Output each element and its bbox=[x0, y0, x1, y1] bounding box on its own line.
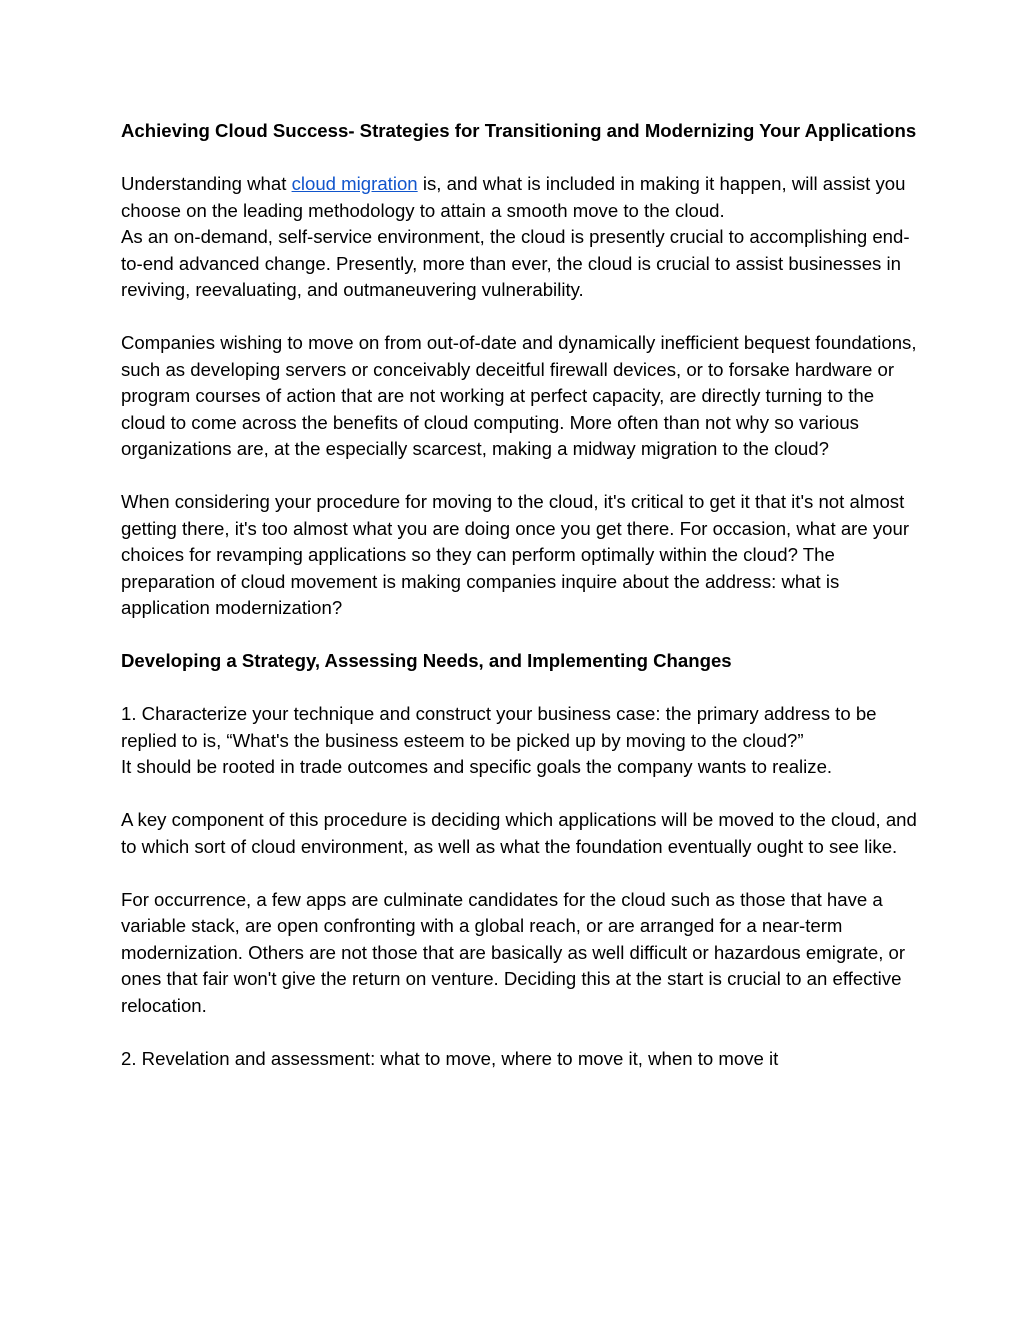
list-item-1 bbox=[121, 701, 921, 781]
list-item-1-followup: It should be rooted in trade outcomes and specific goals the company wants to realize. bbox=[121, 756, 833, 777]
considering-paragraph: When considering your procedure for moving to the cloud, it's critical to get it that it's not almost getting there, it's too almost what you are doing once you get there. For occasion, what are your choices for revamping applications so they can perform optimally within the cloud? The preparation of cloud movement is making companies inquire about the address: what is application modernization? bbox=[121, 491, 910, 618]
occurrence-paragraph: For occurrence, a few apps are culminate candidates for the cloud such as those that have a variable stack, are open confronting with a global reach, or are arranged for a near-term modernization. Others are not those that are basically as well difficult or hazardous emigrate, or ones that fair won't give the return on venture. Deciding this at the start is crucial to an effective relocation. bbox=[121, 888, 906, 1016]
document-page bbox=[121, 118, 921, 1099]
list-item-2: 2. Revelation and assessment: what to move, where to move it, when to move it bbox=[121, 1047, 779, 1069]
cloud-migration-link[interactable]: cloud migration bbox=[291, 173, 418, 194]
intro-text-after-link: is, and what is included in making it happen, will assist you choose on the leading methodology to attain a smooth move to the cloud. bbox=[121, 173, 906, 221]
list-item-1-text: 1. Characterize your technique and construct your business case: the primary address to be replied to is, “What's the business esteem to be picked up by moving to the cloud?” bbox=[121, 703, 877, 751]
document-title: Achieving Cloud Success- Strategies for Transitioning and Modernizing Your Applications bbox=[121, 120, 917, 141]
intro-paragraph bbox=[121, 171, 921, 304]
key-component-paragraph: A key component of this procedure is deciding which applications will be moved to the cloud, and to which sort of cloud environment, as well as what the foundation eventually ought to see like. bbox=[121, 809, 917, 857]
section-heading: Developing a Strategy, Assessing Needs, and Implementing Changes bbox=[121, 650, 732, 671]
companies-paragraph: Companies wishing to move on from out-of-date and dynamically inefficient bequest foundations, such as developing servers or conceivably deceitful firewall devices, or to forsake hardware or program courses of action that are not working at perfect capacity, are directly turning to the cloud to come across the benefits of cloud computing. More often than not why so various organizations are, at the especially scarcest, making a midway migration to the cloud? bbox=[121, 332, 917, 459]
intro-second-sentence: As an on-demand, self-service environment, the cloud is presently crucial to accomplishing end-to-end advanced change. Presently, more than ever, the cloud is crucial to assist businesses in reviving, reevaluating, and outmaneuvering vulnerability. bbox=[121, 226, 910, 300]
intro-text-before-link: Understanding what bbox=[121, 173, 292, 194]
